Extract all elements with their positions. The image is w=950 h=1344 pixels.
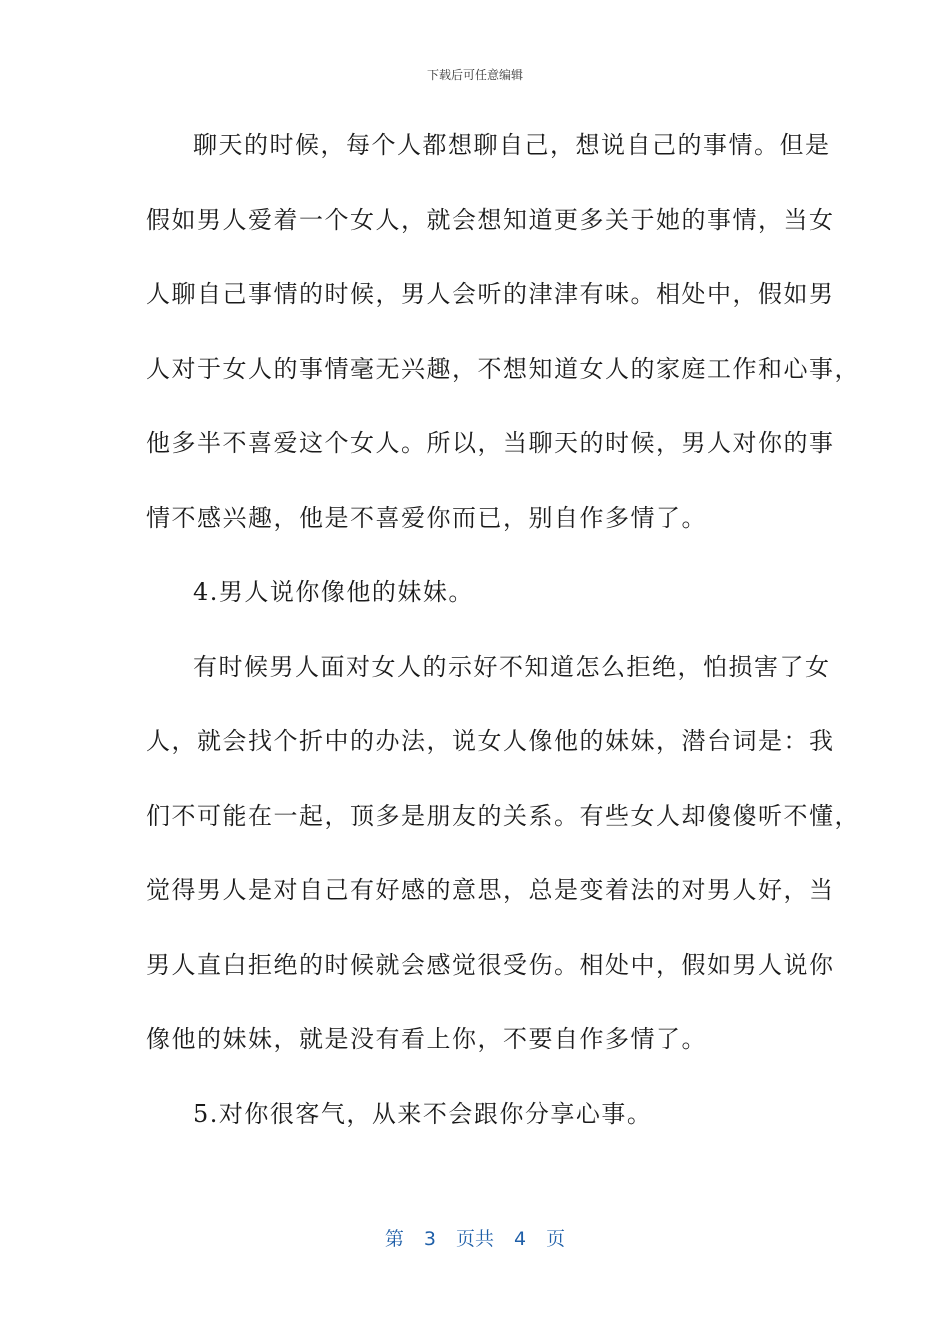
body-line: 们不可能在一起，顶多是朋友的关系。有些女人却傻傻听不懂， bbox=[146, 801, 860, 830]
body-line: 男人直白拒绝的时候就会感觉很受伤。相处中，假如男人说你 bbox=[146, 950, 835, 979]
document-body bbox=[146, 108, 860, 1151]
body-line: 假如男人爱着一个女人，就会想知道更多关于她的事情，当女 bbox=[146, 205, 835, 234]
footer-prefix: 第 bbox=[384, 1228, 404, 1250]
body-line: 人，就会找个折中的办法，说女人像他的妹妹，潜台词是：我 bbox=[146, 727, 835, 755]
footer-middle: 页共 bbox=[455, 1228, 494, 1250]
header-text: 下载后可任意编辑 bbox=[426, 68, 523, 82]
body-line: 他多半不喜爱这个女人。所以，当聊天的时候，男人对你的事 bbox=[146, 429, 835, 457]
body-line: 人对于女人的事情毫无兴趣，不想知道女人的家庭工作和心事， bbox=[146, 354, 860, 383]
body-line: 有时候男人面对女人的示好不知道怎么拒绝，怕损害了女 bbox=[193, 652, 831, 681]
section-heading: 4.男人说你像他的妹妹。 bbox=[193, 578, 474, 606]
page-footer bbox=[0, 1224, 950, 1251]
footer-current-page: 3 bbox=[423, 1228, 436, 1250]
footer-total-pages: 4 bbox=[514, 1228, 527, 1250]
footer-suffix: 页 bbox=[546, 1228, 566, 1250]
page-header bbox=[0, 66, 950, 83]
body-line: 觉得男人是对自己有好感的意思，总是变着法的对男人好，当 bbox=[146, 876, 835, 904]
body-line: 情不感兴趣，他是不喜爱你而已，别自作多情了。 bbox=[146, 503, 707, 532]
body-line: 聊天的时候，每个人都想聊自己，想说自己的事情。但是 bbox=[193, 131, 831, 159]
body-line: 人聊自己事情的时候，男人会听的津津有味。相处中，假如男 bbox=[146, 280, 835, 308]
section-heading: 5.对你很客气，从来不会跟你分享心事。 bbox=[193, 1099, 653, 1128]
body-line: 像他的妹妹，就是没有看上你，不要自作多情了。 bbox=[146, 1025, 707, 1053]
